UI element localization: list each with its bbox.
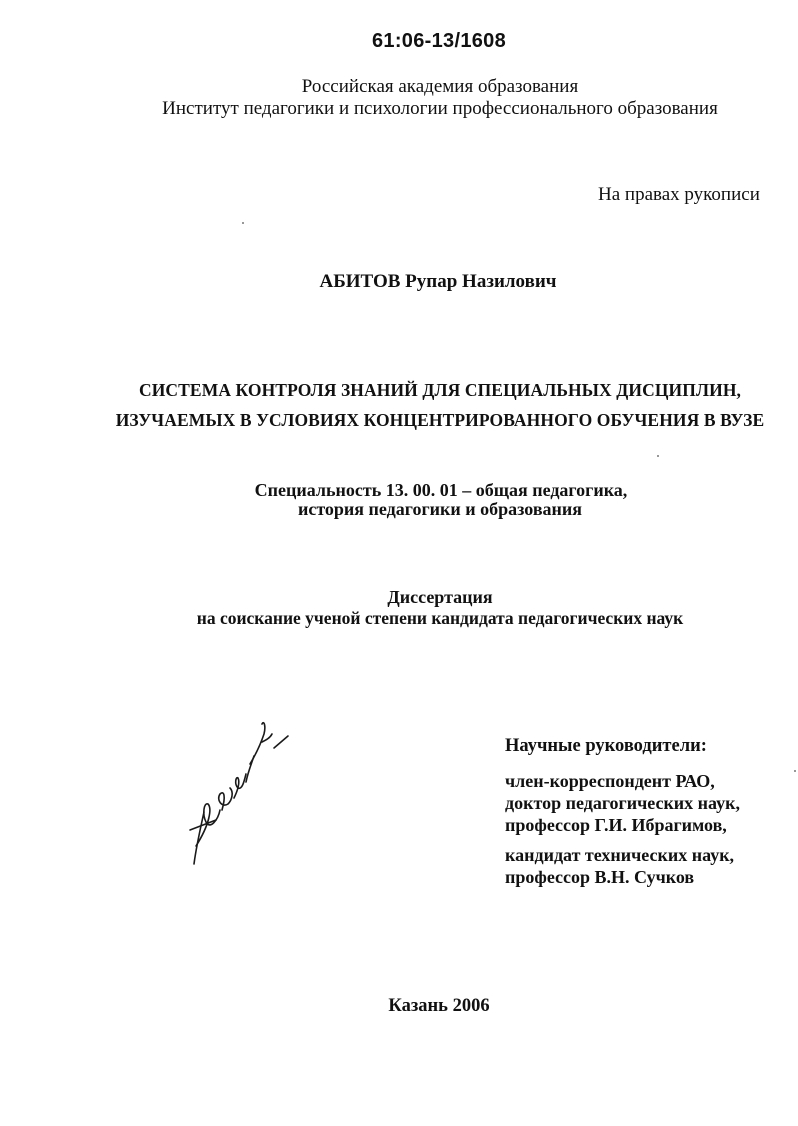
manuscript-rights-note: На правах рукописи [598, 184, 760, 205]
specialty-line-2: история педагогики и образования [297, 499, 583, 519]
specialty-line-1: Специальность 13. 00. 01 – общая педагогика, [254, 480, 628, 500]
organization-name: Российская академия образования [301, 76, 579, 97]
author-name: АБИТОВ Рупар Назилович [319, 271, 557, 292]
thesis-title-line-2: ИЗУЧАЕМЫХ В УСЛОВИЯХ КОНЦЕНТРИРОВАННОГО ОБУЧЕНИЯ В ВУЗЕ [115, 410, 765, 430]
supervisor-1-line: профессор Г.И. Ибрагимов, [505, 815, 727, 835]
supervisor-1 [505, 770, 740, 836]
supervisor-2 [505, 844, 734, 888]
scan-speck [794, 770, 796, 772]
supervisor-2-line: профессор В.Н. Сучков [505, 867, 695, 887]
document-type: Диссертация [387, 587, 493, 607]
catalog-code: 61:06-13/1608 [372, 30, 507, 52]
scan-speck [242, 222, 244, 224]
handwritten-signature-icon [180, 712, 310, 872]
supervisor-1-line: член-корреспондент РАО, [505, 771, 715, 791]
supervisors-heading: Научные руководители: [505, 736, 707, 756]
thesis-title-line-1: СИСТЕМА КОНТРОЛЯ ЗНАНИЙ ДЛЯ СПЕЦИАЛЬНЫХ ДИСЦИПЛИН, [138, 380, 742, 400]
supervisor-1-line: доктор педагогических наук, [505, 793, 741, 813]
degree-sought: на соискание ученой степени кандидата педагогических наук [196, 608, 684, 628]
city-year: Казань 2006 [388, 996, 490, 1016]
scan-speck [657, 455, 659, 457]
supervisor-2-line: кандидат технических наук, [505, 845, 735, 865]
institute-name: Институт педагогики и психологии профессионального образования [162, 98, 718, 119]
